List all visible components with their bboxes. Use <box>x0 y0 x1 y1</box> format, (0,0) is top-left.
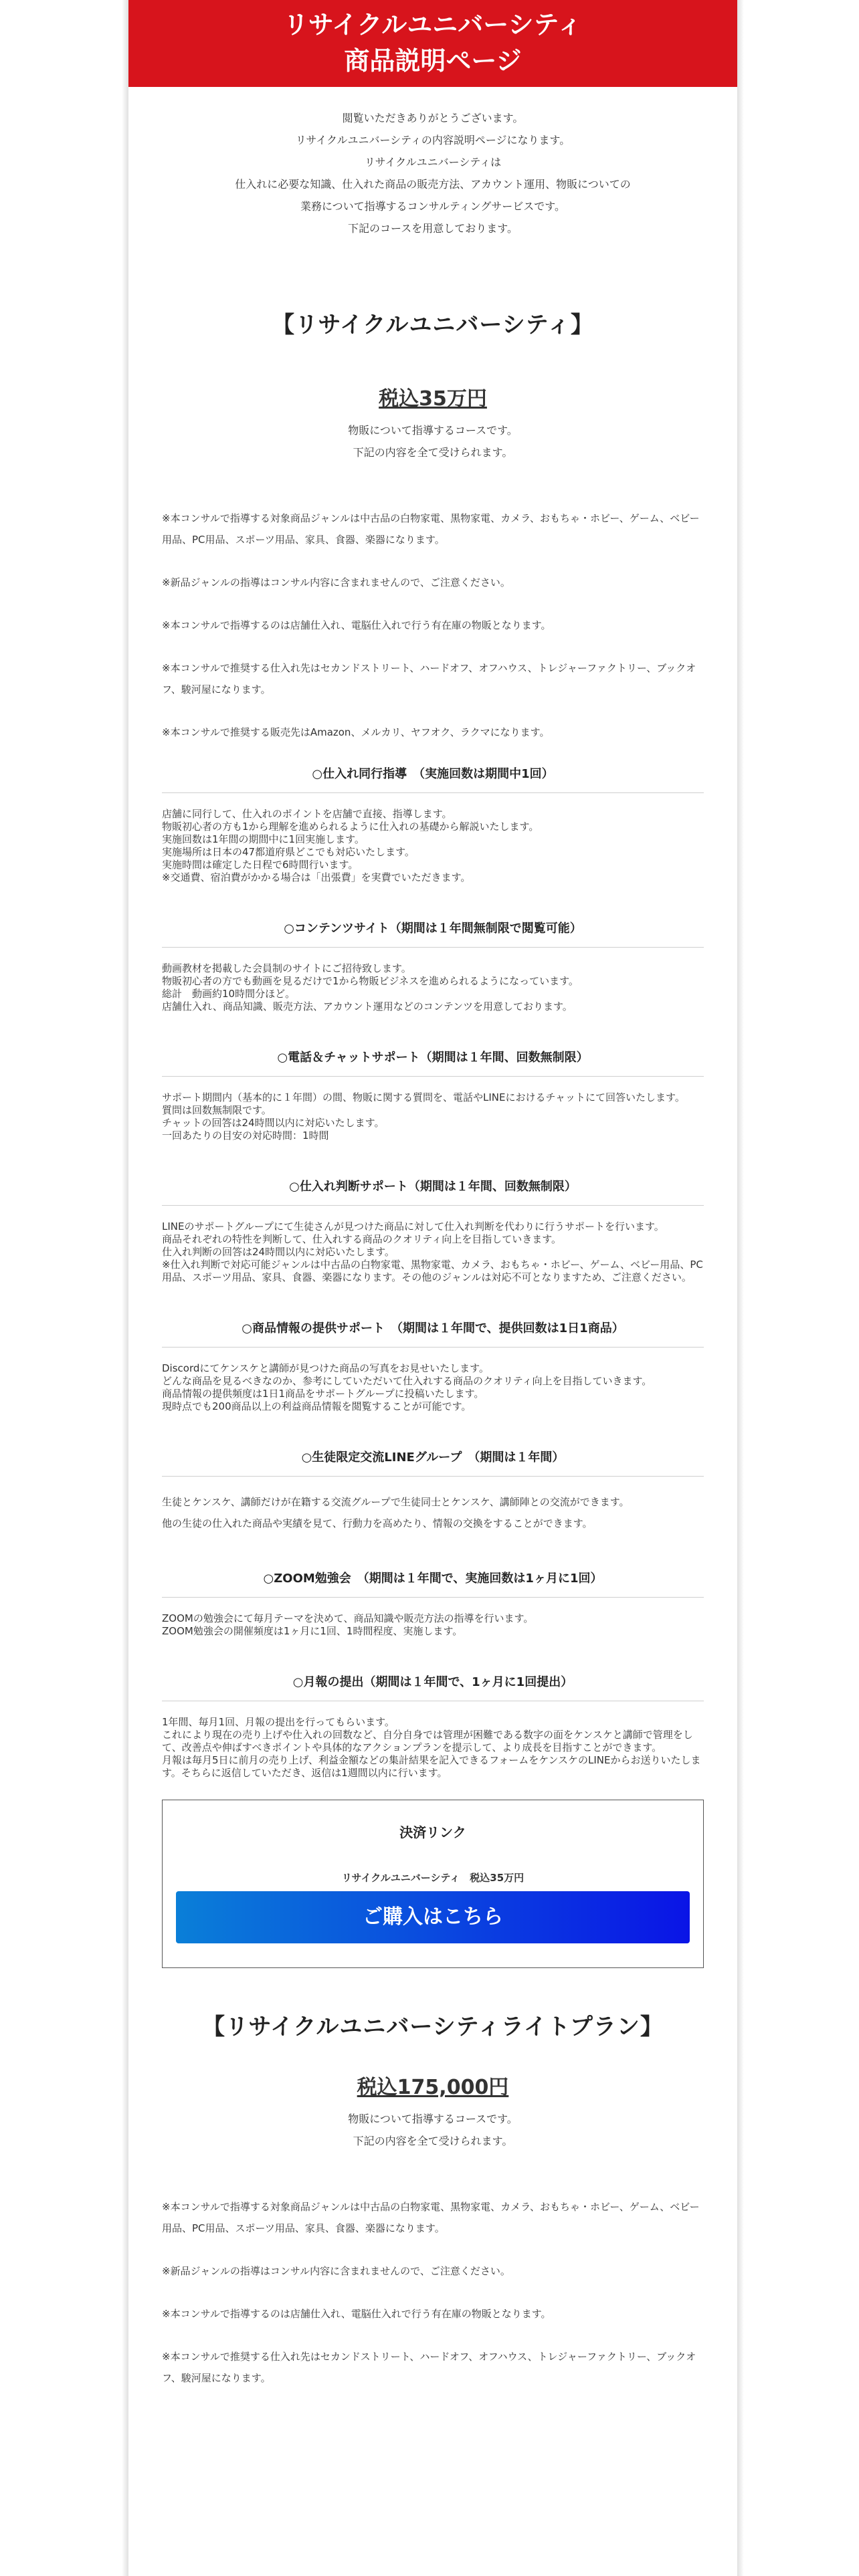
section-line: 商品それぞれの特性を判断して、仕入れする商品のクオリティ向上を目指していきます。 <box>162 1233 562 1245</box>
note-item: ※本コンサルで推奨する仕入れ先はセカンドストリート、ハードオフ、オフハウス、トレジャーファクトリー、ブックオフ、駿河屋になります。 <box>162 2351 696 2384</box>
section-line: 仕入れ判断の回答は24時間以内に対応いたします。 <box>162 1246 395 1258</box>
intro-line: リサイクルユニバーシティは <box>364 156 502 169</box>
section-phone-chat-support <box>162 1048 704 1142</box>
section-line: 月報は毎月5日に前月の売り上げ、利益金額などの集計結果を記入できるフォームをケンスケのLINEからお送りいたします。そちらに返信していただき、返信は1週間以内に行います。 <box>162 1754 701 1779</box>
note-item: ※新品ジャンルの指導はコンサル内容に含まれませんので、ご注意ください。 <box>162 2265 510 2277</box>
header-banner <box>128 0 737 87</box>
intro-line: 下記のコースを用意しております。 <box>348 222 518 235</box>
section-line: LINEのサポートグループにて生徒さんが見つけた商品に対して仕入れ判断を代わりに行うサポートを行います。 <box>162 1220 664 1232</box>
notes-list <box>162 508 704 743</box>
course-description-line: 下記の内容を全て受けられます。 <box>353 2135 513 2147</box>
section-body <box>162 1491 704 1534</box>
section-line: ZOOMの勉強会にて毎月テーマを決めて、商品知識や販売方法の指導を行います。 <box>162 1612 534 1624</box>
notes-list-lite <box>162 2196 704 2389</box>
section-title: ○商品情報の提供サポート （期間は１年間で、提供回数は1日1商品） <box>242 1321 624 1335</box>
section-product-info <box>162 1319 704 1413</box>
payment-title: 決済リンク <box>399 1824 466 1840</box>
divider <box>162 1476 704 1477</box>
intro-line: リサイクルユニバーシティの内容説明ページになります。 <box>295 134 571 146</box>
section-body <box>162 1091 704 1142</box>
section-title: ○仕入れ判断サポート（期間は１年間、回数無制限） <box>289 1180 577 1194</box>
course-description-line: 物販について指導するコースです。 <box>348 2113 518 2125</box>
section-zoom-study <box>162 1569 704 1638</box>
intro-text <box>128 107 737 239</box>
section-line: 動画教材を掲載した会員制のサイトにご招待致します。 <box>162 962 411 974</box>
section-title: ○仕入れ同行指導 （実施回数は期間中1回） <box>312 767 554 781</box>
purchase-button[interactable]: ご購入はこちら <box>176 1891 690 1943</box>
section-line: 他の生徒の仕入れた商品や実績を見て、行動力を高めたり、情報の交換をすることができます。 <box>162 1517 593 1529</box>
course-description <box>128 419 737 463</box>
intro-line: 仕入れに必要な知識、仕入れた商品の販売方法、アカウント運用、物販についての <box>235 178 631 191</box>
section-line: ※仕入れ判断で対応可能ジャンルは中古品の白物家電、黒物家電、カメラ、おもちゃ・ホビー、ゲーム、ベビー用品、PC用品、スポーツ用品、家具、食器、楽器になります。その他のジャンルは対応不可となりますため、ご注意ください。 <box>162 1259 703 1283</box>
section-line: 質問は回数無制限です。 <box>162 1104 272 1116</box>
section-line: サポート期間内（基本的に１年間）の間、物販に関する質問を、電話やLINEにおけるチャットにて回答いたします。 <box>162 1091 685 1103</box>
note-item: ※本コンサルで推奨する仕入れ先はセカンドストリート、ハードオフ、オフハウス、トレジャーファクトリー、ブックオフ、駿河屋になります。 <box>162 662 696 695</box>
intro-line: 業務について指導するコンサルティングサービスです。 <box>300 200 565 213</box>
section-line: 店舗に同行して、仕入れのポイントを店舗で直接、指導します。 <box>162 808 452 820</box>
section-body <box>162 1716 704 1780</box>
banner-subtitle: 商品説明ページ <box>344 46 522 76</box>
section-line: 実施回数は1年間の期間中に1回実施します。 <box>162 833 365 845</box>
section-line: 生徒とケンスケ、講師だけが在籍する交流グループで生徒同士とケンスケ、講師陣との交流ができます。 <box>162 1496 630 1508</box>
section-line: 物販初心者の方も1から理解を進められるように仕入れの基礎から解説いたします。 <box>162 821 539 833</box>
page-shadow-left <box>122 0 128 2576</box>
section-line: 物販初心者の方でも動画を見るだけで1から物販ビジネスを進められるようになっています。 <box>162 975 579 987</box>
note-item: ※本コンサルで指導するのは店舗仕入れ、電脳仕入れで行う有在庫の物販となります。 <box>162 2308 551 2320</box>
divider <box>162 1347 704 1348</box>
divider <box>162 947 704 948</box>
course-price: 税込35万円 <box>379 387 487 411</box>
banner-title: リサイクルユニバーシティ <box>283 10 583 39</box>
section-body <box>162 1612 704 1638</box>
section-line: 現時点でも200商品以上の利益商品情報を閲覧することが可能です。 <box>162 1400 472 1412</box>
section-title: ○電話＆チャットサポート（期間は１年間、回数無制限） <box>277 1051 589 1065</box>
section-in-store-guidance <box>162 764 704 884</box>
payment-label: リサイクルユニバーシティ 税込35万円 <box>341 1872 524 1884</box>
section-line-group <box>162 1448 704 1534</box>
course-description-lite <box>128 2108 737 2152</box>
note-item: ※本コンサルで指導する対象商品ジャンルは中古品の白物家電、黒物家電、カメラ、おもちゃ・ホビー、ゲーム、ベビー用品、PC用品、スポーツ用品、家具、食器、楽器になります。 <box>162 512 700 546</box>
section-line: 商品情報の提供頻度は1日1商品をサポートグループに投稿いたします。 <box>162 1388 484 1400</box>
section-line: チャットの回答は24時間以内に対応いたします。 <box>162 1117 385 1129</box>
section-line: 一回あたりの目安の対応時間：1時間 <box>162 1130 329 1142</box>
course-title-lite: 【リサイクルユニバーシティライトプラン】 <box>202 2014 664 2040</box>
section-line: どんな商品を見るべきなのか、参考にしていただいて仕入れする商品のクオリティ向上を目指していきます。 <box>162 1375 652 1387</box>
divider <box>162 1597 704 1598</box>
course-price-lite: 税込175,000円 <box>357 2076 509 2099</box>
section-title: ○コンテンツサイト（期間は１年間無制限で閲覧可能） <box>284 922 582 936</box>
note-item: ※新品ジャンルの指導はコンサル内容に含まれませんので、ご注意ください。 <box>162 576 510 588</box>
section-title: ○月報の提出（期間は１年間で、1ヶ月に1回提出） <box>292 1675 573 1689</box>
intro-line: 閲覧いただきありがとうございます。 <box>342 112 524 124</box>
section-line: 1年間、毎月1回、月報の提出を行ってもらいます。 <box>162 1716 395 1728</box>
section-title: ○ZOOM勉強会 （期間は１年間で、実施回数は1ヶ月に1回） <box>263 1572 603 1586</box>
section-body <box>162 962 704 1013</box>
product-page <box>128 0 737 2576</box>
note-item: ※本コンサルで指導する対象商品ジャンルは中古品の白物家電、黒物家電、カメラ、おもちゃ・ホビー、ゲーム、ベビー用品、PC用品、スポーツ用品、家具、食器、楽器になります。 <box>162 2201 700 2234</box>
section-title: ○生徒限定交流LINEグループ （期間は１年間） <box>301 1451 565 1465</box>
section-line: ※交通費、宿泊費がかかる場合は「出張費」を実費でいただきます。 <box>162 871 471 883</box>
section-line: 実施時間は確定した日程で6時間行います。 <box>162 859 359 871</box>
divider <box>162 792 704 793</box>
section-monthly-report <box>162 1673 704 1780</box>
section-line: これにより現在の売り上げや仕入れの回数など、自分自身では管理が困難である数字の面をケンスケと講師で管理をして、改善点や伸ばすべきポイントや具体的なアクションプランを提示して、より成長を目指すことができます。 <box>162 1729 693 1753</box>
page-shadow-right <box>737 0 744 2576</box>
note-item: ※本コンサルで指導するのは店舗仕入れ、電脳仕入れで行う有在庫の物販となります。 <box>162 619 551 631</box>
section-body <box>162 1220 704 1284</box>
section-body <box>162 808 704 884</box>
section-line: 実施場所は日本の47都道府県どこでも対応いたします。 <box>162 846 415 858</box>
section-line: Discordにてケンスケと講師が見つけた商品の写真をお見せいたします。 <box>162 1362 489 1374</box>
note-item: ※本コンサルで推奨する販売先はAmazon、メルカリ、ヤフオク、ラクマになります。 <box>162 726 550 738</box>
course-title: 【リサイクルユニバーシティ】 <box>272 312 594 338</box>
section-line: 総計 動画約10時間分ほど。 <box>162 988 296 1000</box>
section-line: 店舗仕入れ、商品知識、販売方法、アカウント運用などのコンテンツを用意しております。 <box>162 1000 573 1012</box>
divider <box>162 1205 704 1206</box>
payment-box <box>162 1800 704 1968</box>
section-purchase-judgment <box>162 1177 704 1284</box>
course-description-line: 物販について指導するコースです。 <box>348 424 518 437</box>
section-line: ZOOM勉強会の開催頻度は1ヶ月に1回、1時間程度、実施します。 <box>162 1625 463 1637</box>
course-description-line: 下記の内容を全て受けられます。 <box>353 446 513 459</box>
section-body <box>162 1362 704 1413</box>
section-content-site <box>162 919 704 1013</box>
divider <box>162 1076 704 1077</box>
